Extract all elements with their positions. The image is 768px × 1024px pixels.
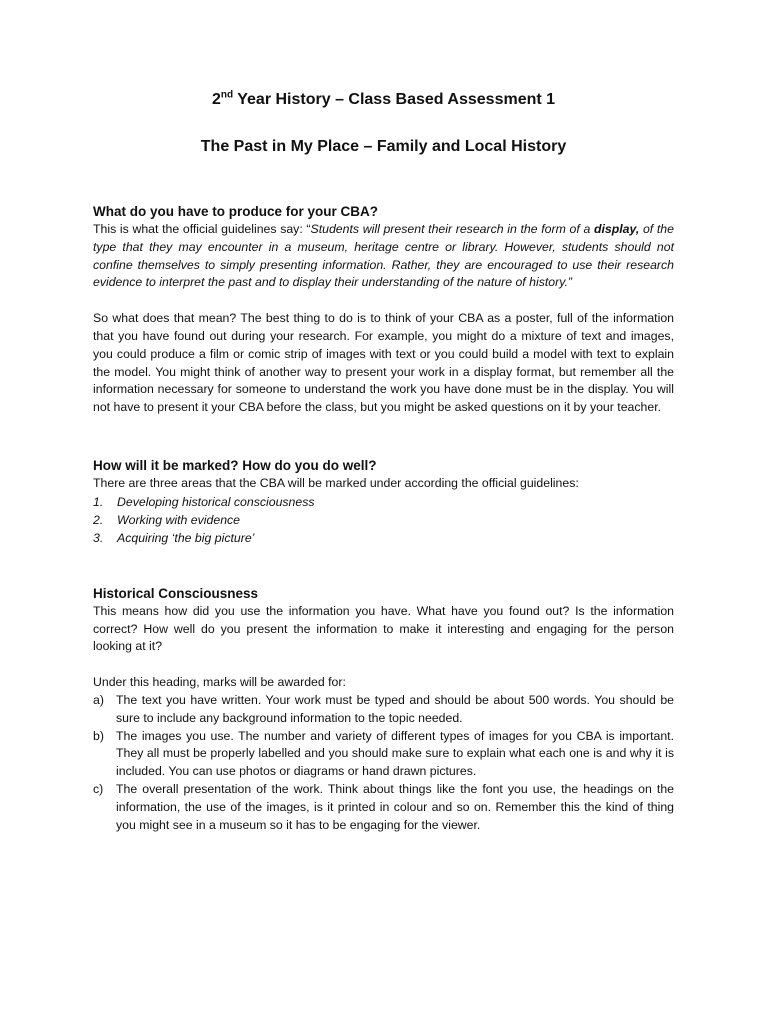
list-item-text: Working with evidence: [117, 512, 241, 527]
list-item-text: The images you use. The number and variety of different types of images for you CBA is important. They all must be properly labelled and you should make sure to explain what each one is and why it is included. You can use photos or diagrams or hand drawn pictures.: [116, 728, 674, 779]
marks-criteria-list: [93, 692, 674, 834]
list-item-text: The overall presentation of the work. Think about things like the font you use, the headings on the information, the use of the images, is it printed in colour and so on. Remember this the kind of thing you might see in a museum so it has to be engaging for the viewer.: [116, 781, 674, 832]
guidelines-intro: This is what the official guidelines say: “: [93, 222, 311, 236]
list-number: 2.: [93, 512, 104, 527]
list-letter: c): [93, 781, 104, 796]
list-item: [93, 529, 674, 547]
list-item-text: Acquiring ‘the big picture’: [117, 530, 255, 545]
marking-intro: There are three areas that the CBA will be marked under according the official guidelines:: [93, 475, 579, 490]
list-number: 1.: [93, 494, 104, 509]
list-item-text: Developing historical consciousness: [117, 494, 315, 509]
document-content: [93, 86, 674, 834]
list-item: [93, 493, 674, 511]
quote-part-1: Students will present their research in the form of a: [310, 222, 594, 236]
section-heading-produce: What do you have to produce for your CBA?: [93, 204, 379, 219]
list-item: [93, 511, 674, 529]
quote-bold-word: display,: [593, 222, 640, 236]
list-item: [93, 781, 674, 834]
guidelines-quote-paragraph: [93, 221, 674, 292]
list-number: 3.: [93, 530, 104, 545]
document-title: [93, 89, 674, 111]
consciousness-paragraph: This means how did you use the information you have. What have you found out? Is the information correct? How well do you present the information to make it interesting and engaging for the person looking at it?: [93, 603, 674, 654]
document-subtitle: The Past in My Place – Family and Local History: [200, 138, 567, 155]
marking-areas-list: [93, 493, 674, 547]
marks-awarded-intro: Under this heading, marks will be awarded for:: [93, 675, 346, 690]
list-item-text: The text you have written. Your work must be typed and should be about 500 words. You should be sure to include any background information to the topic needed.: [116, 692, 674, 725]
list-item: [93, 692, 674, 728]
title-year-number: 2: [211, 91, 221, 108]
title-rest: Year History – Class Based Assessment 1: [233, 91, 556, 108]
section-heading-historical-consciousness: Historical Consciousness: [93, 585, 259, 601]
explanation-paragraph: So what does that mean? The best thing to do is to think of your CBA as a poster, full of the information that you have found out during your research. For example, you might do a mixture of text and images, you could produce a film or comic strip of images with text or you could build a model with text to explain the model. You might think of another way to present your work in a display format, but remember all the information necessary for someone to understand the work you have done must be in the display. You will not have to present it your CBA before the class, but you might be asked questions on it by your teacher.: [93, 311, 674, 415]
list-letter: a): [93, 692, 104, 707]
title-ordinal-suffix: nd: [220, 89, 234, 101]
list-letter: b): [93, 728, 104, 743]
quote-part-2: of the type that they may encounter in a museum, heritage centre or library. However, students should not confine themselves to simply presenting information. Rather, they are encouraged to use their research evidence to interpret the past and to display their understanding of the nature of history.”: [93, 222, 674, 290]
section-heading-marking: How will it be marked? How do you do well?: [93, 457, 377, 473]
list-item: [93, 728, 674, 781]
